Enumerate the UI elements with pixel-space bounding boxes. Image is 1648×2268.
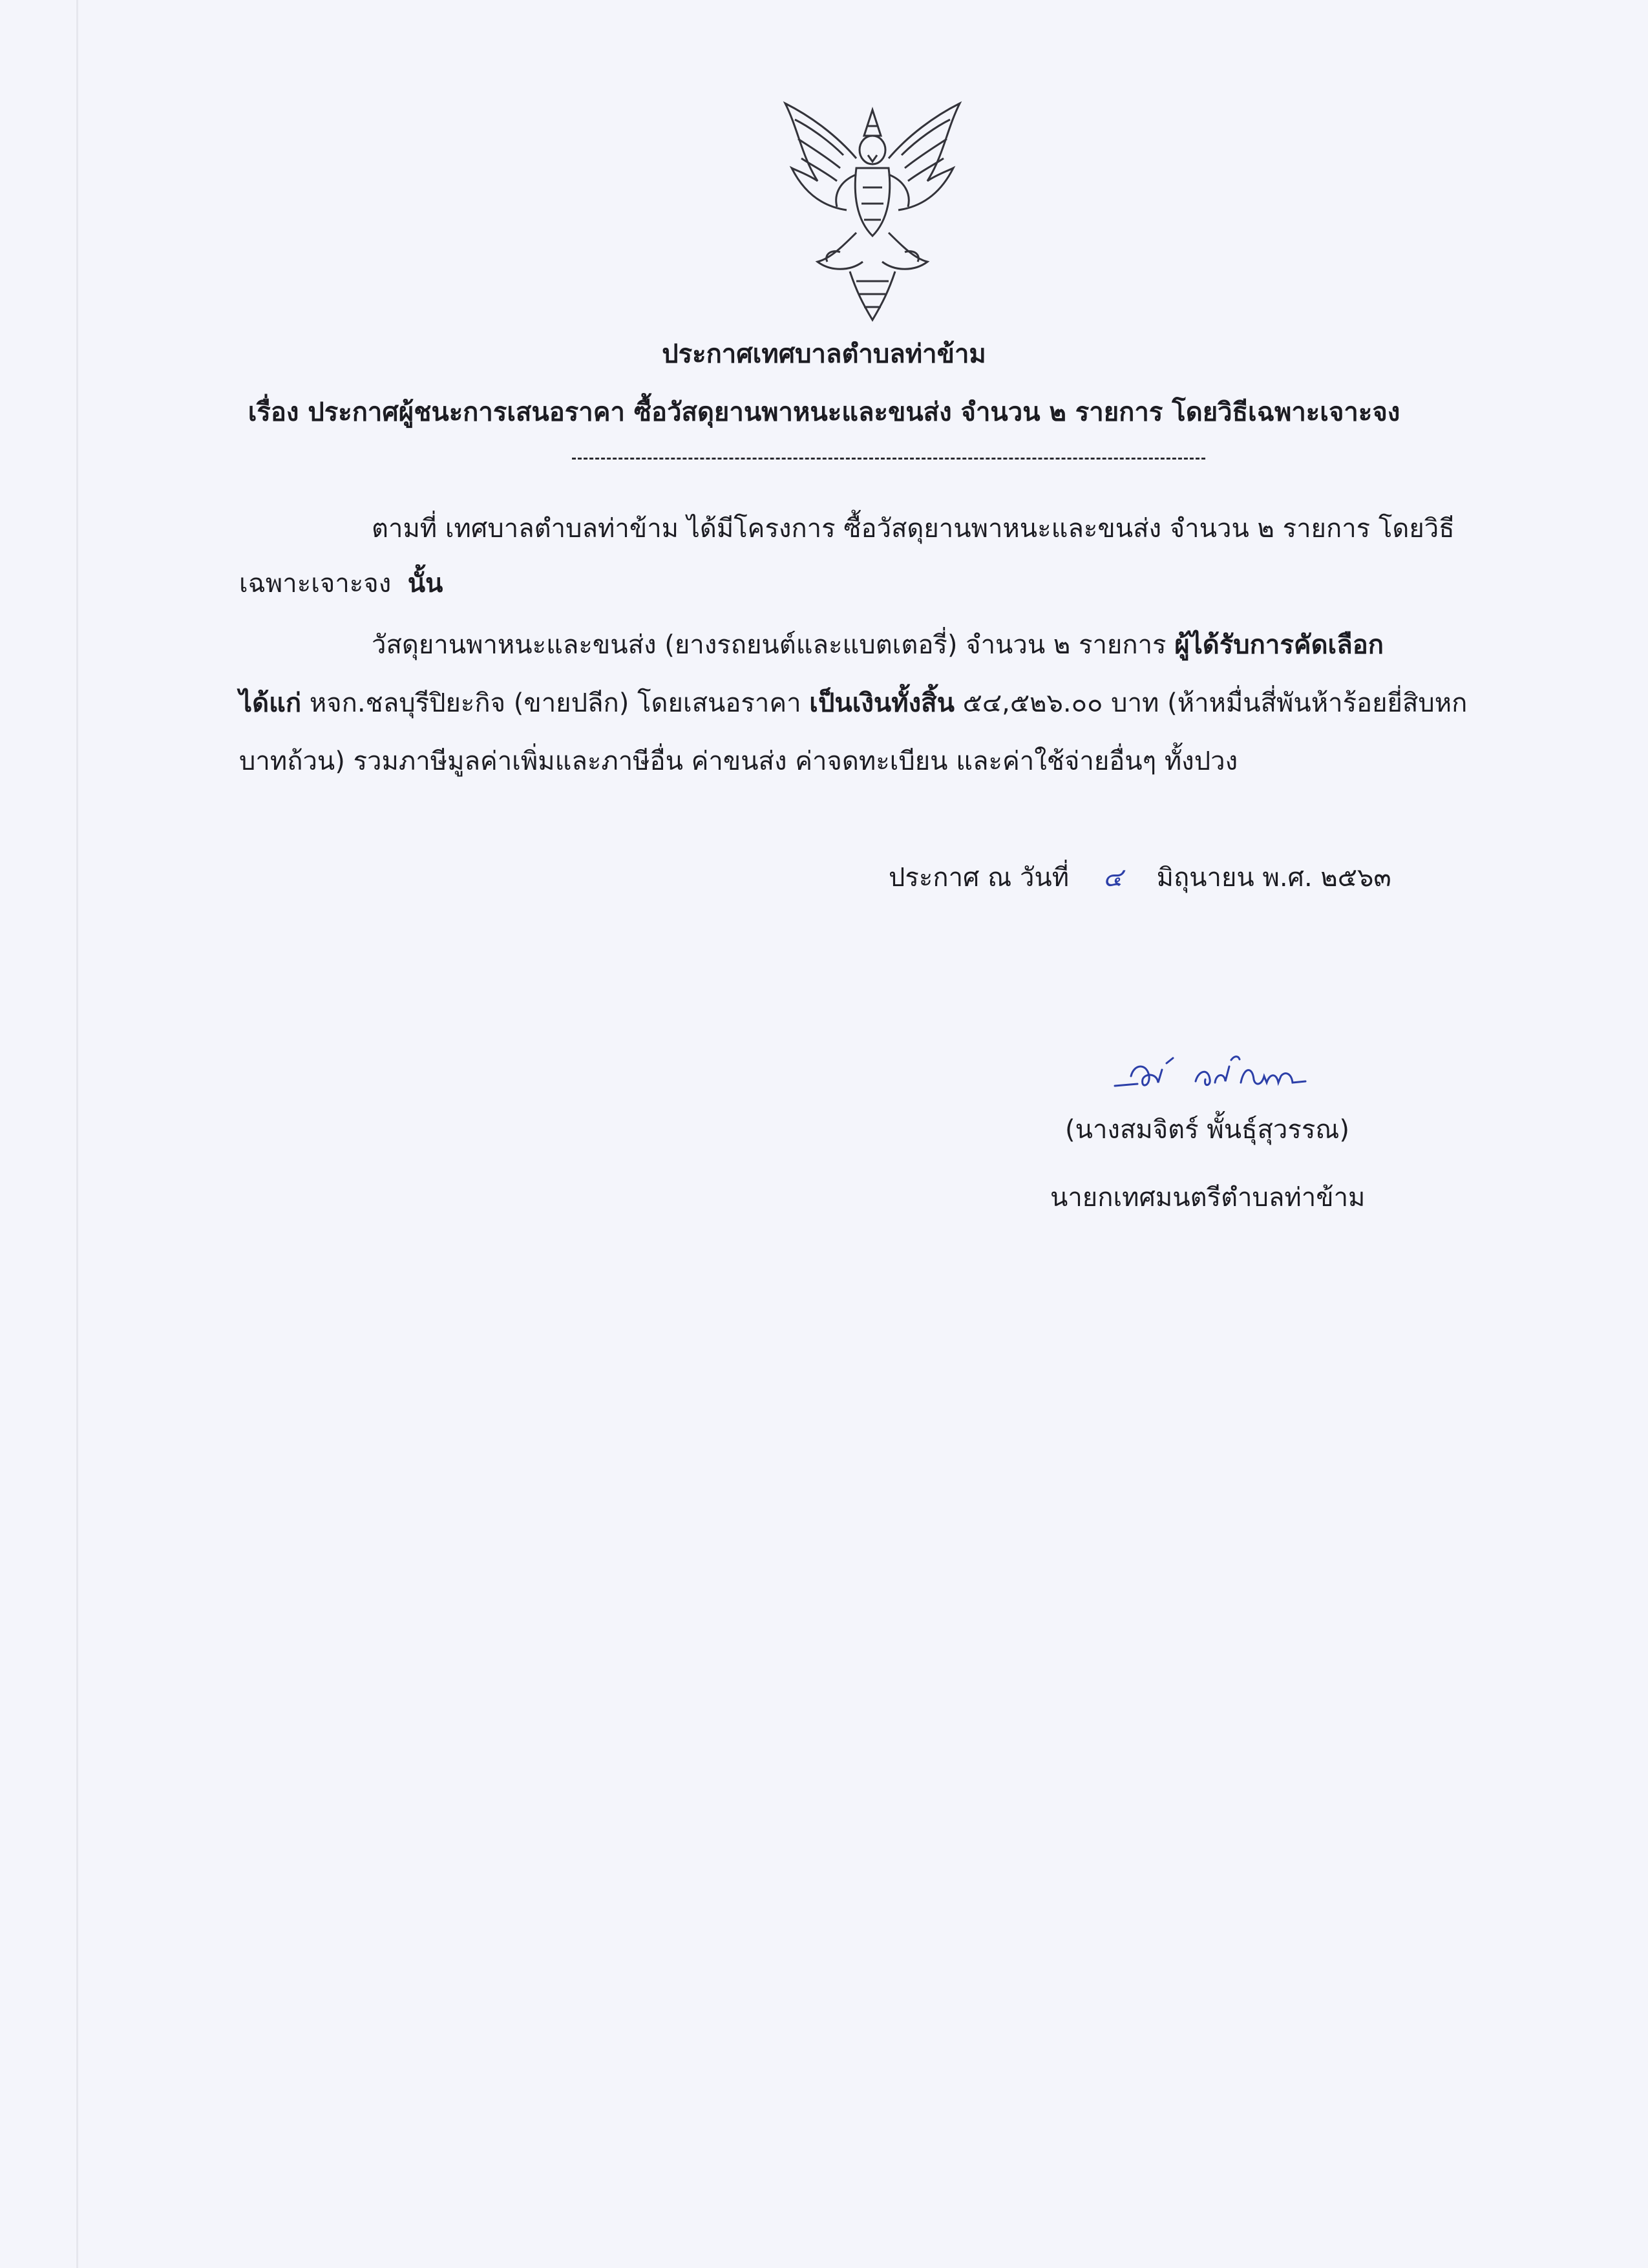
selected-label: ผู้ได้รับการคัดเลือก <box>1174 630 1384 660</box>
paragraph-2-line-3: บาทถ้วน) รวมภาษีมูลค่าเพิ่มและภาษีอื่น ค่าขนส่ง ค่าจดทะเบียน และค่าใช้จ่ายอื่นๆ ทั้งปวง <box>239 747 1238 776</box>
winner-name: หจก.ชลบุรีปิยะกิจ (ขายปลีก) โดยเสนอราคา <box>309 688 801 718</box>
subject-label: เรื่อง ประกาศผู้ชนะการเสนอราคา <box>248 397 625 427</box>
total-label: เป็นเงินทั้งสิ้น <box>809 688 955 718</box>
signatory-position: นายกเทศมนตรีตำบลท่าข้าม <box>1050 1183 1366 1213</box>
announcement-date <box>889 856 1391 898</box>
paragraph-2-item: วัสดุยานพาหนะและขนส่ง (ยางรถยนต์และแบตเตอรี่) จำนวน ๒ รายการ <box>372 630 1167 660</box>
document-subject <box>0 391 1648 432</box>
total-amount: ๕๔,๕๒๖.๐๐ บาท (ห้าหมื่นสี่พันห้าร้อยยี่สิบหก <box>962 688 1468 718</box>
handwritten-signature <box>1112 1050 1331 1102</box>
paragraph-2-line-2 <box>239 682 1467 723</box>
date-label: ประกาศ ณ วันที่ <box>889 863 1070 893</box>
divider <box>572 458 1205 460</box>
garuda-emblem-icon <box>779 97 966 326</box>
paragraph-1-line-1: ตามที่ เทศบาลตำบลท่าข้าม ได้มีโครงการ ซื้อวัสดุยานพาหนะและขนส่ง จำนวน ๒ รายการ โดยวิธี <box>372 514 1455 544</box>
date-month-year: มิถุนายน พ.ศ. ๒๕๖๓ <box>1156 863 1391 893</box>
paragraph-2-line-1 <box>372 624 1384 665</box>
paragraph-1-text: เฉพาะเจาะจง <box>239 569 392 599</box>
signatory-name: (นางสมจิตร์ พั้นธุ์สุวรรณ) <box>1065 1115 1350 1145</box>
date-day: ๔ <box>1103 863 1123 893</box>
paragraph-1-line-2 <box>239 562 443 604</box>
paragraph-1-end: นั้น <box>407 569 443 599</box>
document-title: ประกาศเทศบาลตำบลท่าข้าม <box>662 339 986 369</box>
winner-label: ได้แก่ <box>239 688 302 718</box>
subject-text: ซื้อวัสดุยานพาหนะและขนส่ง จำนวน ๒ รายการ โดยวิธีเฉพาะเจาะจง <box>633 397 1400 427</box>
